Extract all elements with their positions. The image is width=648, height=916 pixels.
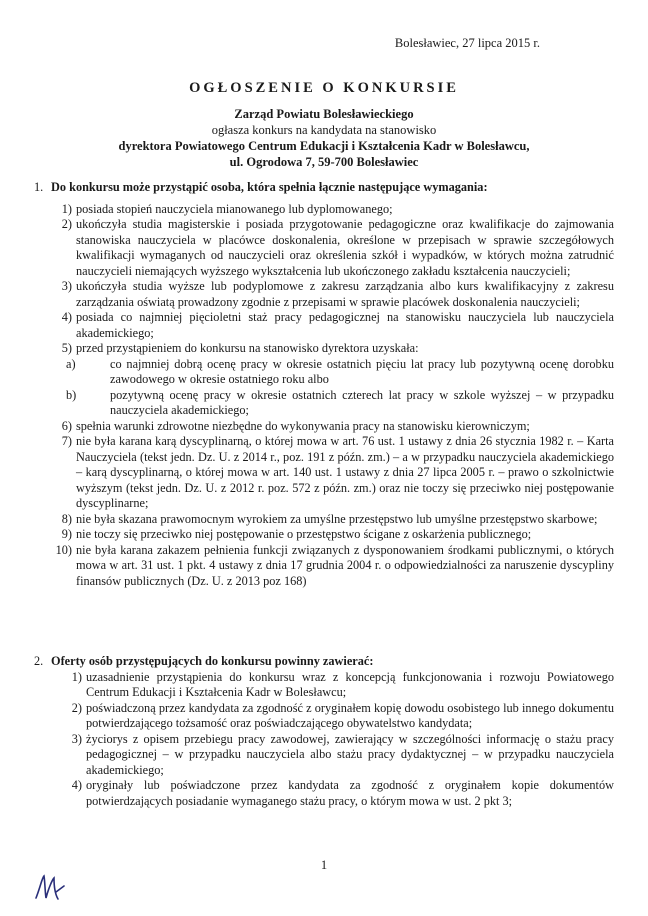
item-number: 1)	[71, 669, 82, 684]
address: ul. Ogrodowa 7, 59-700 Bolesławiec	[229, 155, 419, 169]
offer-contents-list	[34, 670, 614, 810]
requirements-list	[34, 202, 614, 590]
section-heading-text: Do konkursu może przystąpić osoba, która spełnia łącznie następujące wymagania:	[51, 180, 488, 194]
item-number: 2)	[71, 700, 82, 715]
section-number: 2.	[34, 654, 44, 668]
sub-item-letter: a)	[66, 356, 76, 371]
item-number: 4)	[61, 310, 72, 324]
item-text: spełnia warunki zdrowotne niezbędne do wykonywania pracy na stanowisku kierowniczym;	[76, 418, 530, 433]
sub-item-text: co najmniej dobrą ocenę pracy w okresie ostatnich pięciu lat pracy lub pozytywną ocenę dorobku zawodowego w okresie ostatniego roku albo	[110, 356, 614, 386]
list-item	[48, 279, 614, 310]
item-number: 2)	[61, 217, 72, 231]
item-number: 1)	[61, 201, 72, 216]
item-text: poświadczoną przez kandydata za zgodność z oryginałem kopię dowodu osobistego lub innego dokumentu potwierdzającego tożsamość oraz poświadczającego obywatelstwo kandydata;	[86, 700, 614, 730]
list-item	[48, 419, 614, 435]
item-number: 8)	[61, 511, 72, 526]
section-heading-text: Oferty osób przystępujących do konkursu powinny zawierać:	[51, 654, 374, 668]
item-number: 9)	[61, 527, 72, 541]
item-number: 3)	[61, 279, 72, 293]
item-text: nie była karana zakazem pełnienia funkcji związanych z dysponowaniem środkami publicznymi, o których mowa w art. 31 ust. 1 pkt. 4 ustawy z dnia 17 grudnia 2004 r. o odpowiedzialności za naruszenie dyscypliny finansów publicznych (Dz. U. z 2013 poz 168)	[76, 542, 614, 588]
item-text: ukończyła studia wyższe lub podyplomowe z zakresu zarządzania albo kurs kwalifikacyjny z zakresu zarządzania oświatą prowadzony zgodnie z przepisami w sprawie placówek doskonalenia nauczycieli;	[76, 279, 614, 309]
item-number: 7)	[61, 434, 72, 448]
item-number: 10)	[55, 542, 72, 557]
list-item	[48, 434, 614, 512]
section-heading	[34, 654, 614, 670]
list-item	[58, 670, 614, 701]
section-requirements	[34, 180, 614, 589]
list-item	[48, 310, 614, 341]
handwritten-initials	[30, 868, 70, 908]
date-line: Bolesławiec, 27 lipca 2015 r.	[394, 36, 540, 50]
list-item	[58, 732, 614, 779]
item-number: 6)	[61, 418, 72, 433]
announcement-header	[0, 106, 648, 170]
item-text: przed przystąpieniem do konkursu na stanowisko dyrektora uzyskała:	[76, 341, 419, 355]
item-text: ukończyła studia magisterskie i posiada przygotowanie pedagogiczne oraz kwalifikacje do zajmowania stanowiska nauczyciela w placówce doskonalenia, określone w przepisach w sprawie szczegółowych kwalifikacji wymaganych od nauczycieli oraz określenia szkół i wypadków, w których można zatrudnić nauczycieli niemających wyższego wykształcenia lub ukończonego zakładu kształcenia nauczycieli;	[76, 217, 614, 278]
sub-list-item	[48, 388, 614, 419]
list-item	[58, 701, 614, 732]
list-item	[48, 202, 614, 218]
announce-text: ogłasza konkurs na kandydata na stanowisko	[211, 123, 437, 137]
page-title: OGŁOSZENIE O KONKURSIE	[189, 80, 459, 96]
section-offer-contents	[34, 654, 614, 809]
item-text: oryginały lub poświadczone przez kandydata za zgodność z oryginałem kopie dokumentów potwierdzających posiadanie wymaganego stażu pracy, o którym mowa w ust. 2 pkt 3;	[86, 778, 614, 808]
sub-item-text: pozytywną ocenę pracy w okresie ostatnich czterech lat pracy w szkole wyższej – w przypadku nauczyciela akademickiego;	[110, 387, 614, 417]
item-text: uzasadnienie przystąpienia do konkursu wraz z koncepcją funkcjonowania i rozwoju Powiatowego Centrum Edukacji i Kształcenia Kadr w Bolesławcu;	[86, 669, 614, 699]
page-number: 1	[320, 858, 328, 872]
item-text: nie była karana karą dyscyplinarną, o której mowa w art. 76 ust. 1 ustawy z dnia 26 stycznia 1982 r. – Karta Nauczyciela (tekst jedn. Dz. U. z 2014 r., poz. 191 z późn. zm.) – a w przypadku nauczyciela akademickiego – karą dyscyplinarną, o której mowa w art. 140 ust. 1 ustawy z dnia 27 lipca 2005 r. – prawo o szkolnictwie wyższym (tekst jedn. Dz. U. z 2012 r. poz. 572 z późn. zm.) oraz nie toczy się przeciwko niej postępowanie dyscyplinarne;	[76, 434, 614, 510]
item-text: posiada stopień nauczyciela mianowanego lub dyplomowanego;	[76, 201, 393, 216]
issuer: Zarząd Powiatu Bolesławieckiego	[234, 107, 414, 121]
list-item	[48, 512, 614, 528]
section-heading	[34, 180, 614, 196]
section-number: 1.	[34, 180, 44, 194]
item-number: 3)	[71, 731, 82, 746]
list-item	[48, 527, 614, 543]
sub-item-letter: b)	[66, 387, 77, 402]
position-name: dyrektora Powiatowego Centrum Edukacji i Kształcenia Kadr w Bolesławcu,	[118, 139, 530, 153]
item-text: nie toczy się przeciwko niej postępowanie o przestępstwo ścigane z oskarżenia publicznego;	[76, 527, 532, 541]
list-item	[58, 778, 614, 809]
item-text: posiada co najmniej pięcioletni staż pracy pedagogicznej na stanowisku nauczyciela lub nauczyciela akademickiego;	[76, 310, 614, 340]
list-item	[48, 217, 614, 279]
item-number: 4)	[71, 778, 82, 792]
sub-list-item	[48, 357, 614, 388]
item-text: nie była skazana prawomocnym wyrokiem za umyślne przestępstwo lub umyślne przestępstwo skarbowe;	[76, 511, 598, 526]
item-text: życiorys z opisem przebiegu pracy zawodowej, zawierający w szczególności informację o stażu pracy pedagogicznej – w przypadku nauczyciela albo stażu pracy dydaktycznej – w przypadku nauczyciela akademickiego;	[86, 731, 614, 777]
item-number: 5)	[61, 341, 72, 355]
list-item	[48, 341, 614, 357]
list-item	[48, 543, 614, 590]
